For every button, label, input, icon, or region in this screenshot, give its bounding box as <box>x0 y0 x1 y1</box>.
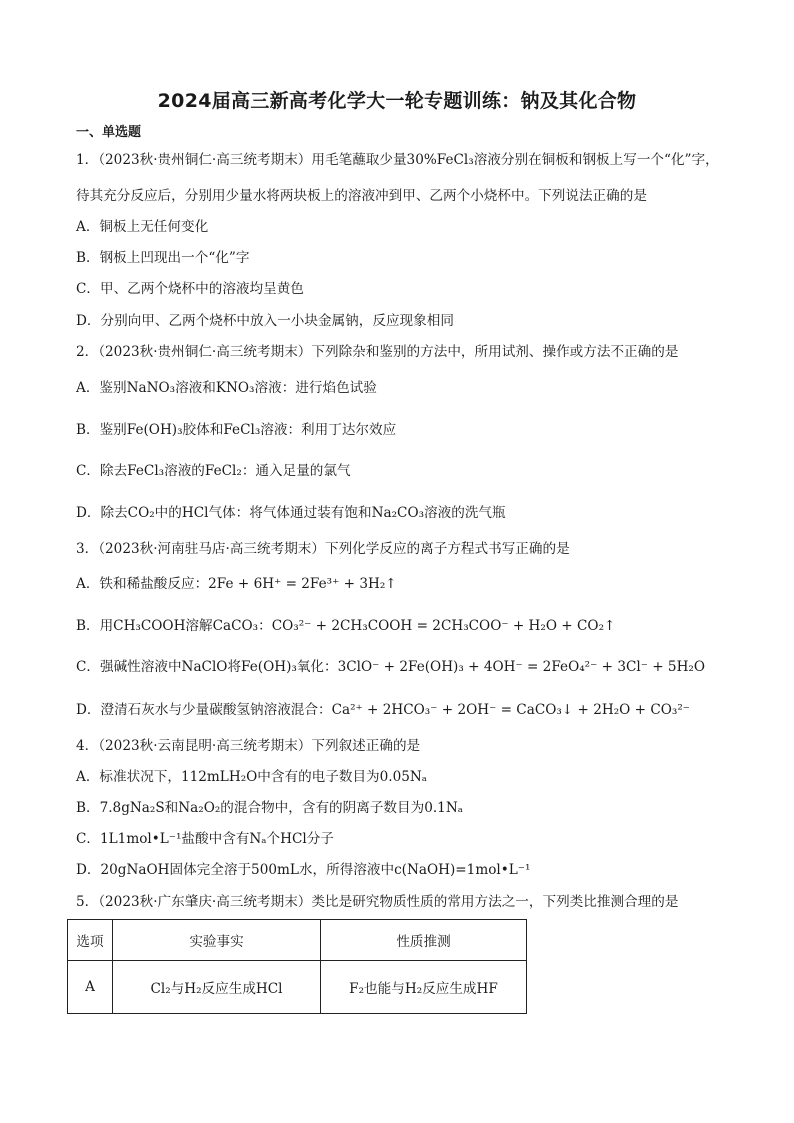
table-row <box>68 961 527 1014</box>
table-header-cell: 选项 <box>68 920 113 961</box>
question-2-option-b: B．鉴别Fe(OH)₃胶体和FeCl₃溶液：利用丁达尔效应 <box>76 422 397 438</box>
table-cell: A <box>68 961 113 1014</box>
question-4-option-c: C．1L1mol•L⁻¹盐酸中含有Nₐ个HCl分子 <box>76 831 334 847</box>
question-5-stem: 5．（2023秋·广东肇庆·高三统考期末）类比是研究物质性质的常用方法之一，下列类比推测合理的是 <box>76 894 679 910</box>
question-3-stem: 3．（2023秋·河南驻马店·高三统考期末）下列化学反应的离子方程式书写正确的是 <box>76 541 570 557</box>
table-header-cell: 实验事实 <box>113 920 321 961</box>
question-2-stem: 2．（2023秋·贵州铜仁·高三统考期末）下列除杂和鉴别的方法中，所用试剂、操作或方法不正确的是 <box>76 344 679 360</box>
table-header-row <box>68 920 527 961</box>
question-3-option-c: C．强碱性溶液中NaClO将Fe(OH)₃氧化：3ClO⁻ + 2Fe(OH)₃ + 4OH⁻ = 2FeO₄²⁻ + 3Cl⁻ + 5H₂O <box>76 659 706 675</box>
question-3-option-b: B．用CH₃COOH溶解CaCO₃：CO₃²⁻ + 2CH₃COOH = 2CH₃COO⁻ + H₂O + CO₂↑ <box>76 618 616 634</box>
question-4-stem: 4．（2023秋·云南昆明·高三统考期末）下列叙述正确的是 <box>76 738 421 754</box>
table-cell: F₂也能与H₂反应生成HF <box>321 961 527 1014</box>
question-1-option-a: A．铜板上无任何变化 <box>76 219 209 235</box>
question-3-option-d: D．澄清石灰水与少量碳酸氢钠溶液混合：Ca²⁺ + 2HCO₃⁻ + 2OH⁻ = CaCO₃↓ + 2H₂O + CO₃²⁻ <box>76 702 690 718</box>
question-1-option-b: B．钢板上凹现出一个“化”字 <box>76 250 250 266</box>
page-title: 2024届高三新高考化学大一轮专题训练：钠及其化合物 <box>157 90 637 112</box>
question-1-option-c: C．甲、乙两个烧杯中的溶液均呈黄色 <box>76 281 304 297</box>
question-1-stem-line2: 待其充分反应后，分别用少量水将两块板上的溶液冲到甲、乙两个小烧杯中。下列说法正确的是 <box>76 188 647 204</box>
comparison-table <box>67 919 527 1014</box>
section-heading: 一、单选题 <box>76 125 142 140</box>
question-1-stem-line1: 1．（2023秋·贵州铜仁·高三统考期末）用毛笔蘸取少量30%FeCl₃溶液分别在铜板和钢板上写一个“化”字， <box>76 152 719 168</box>
table-cell: Cl₂与H₂反应生成HCl <box>113 961 321 1014</box>
question-2-option-d: D．除去CO₂中的HCl气体：将气体通过装有饱和Na₂CO₃溶液的洗气瓶 <box>76 505 506 521</box>
table-header-cell: 性质推测 <box>321 920 527 961</box>
question-4-option-b: B．7.8gNa₂S和Na₂O₂的混合物中，含有的阴离子数目为0.1Nₐ <box>76 800 463 816</box>
question-4-option-a: A．标准状况下，112mLH₂O中含有的电子数目为0.05Nₐ <box>76 769 428 785</box>
question-1-option-d: D．分别向甲、乙两个烧杯中放入一小块金属钠，反应现象相同 <box>76 313 454 329</box>
question-3-option-a: A．铁和稀盐酸反应：2Fe + 6H⁺ = 2Fe³⁺ + 3H₂↑ <box>76 576 397 592</box>
question-2-option-a: A．鉴别NaNO₃溶液和KNO₃溶液：进行焰色试验 <box>76 380 377 396</box>
question-2-option-c: C．除去FeCl₃溶液的FeCl₂：通入足量的氯气 <box>76 463 351 479</box>
question-4-option-d: D．20gNaOH固体完全溶于500mL水，所得溶液中c(NaOH)=1mol•L⁻¹ <box>76 862 531 878</box>
